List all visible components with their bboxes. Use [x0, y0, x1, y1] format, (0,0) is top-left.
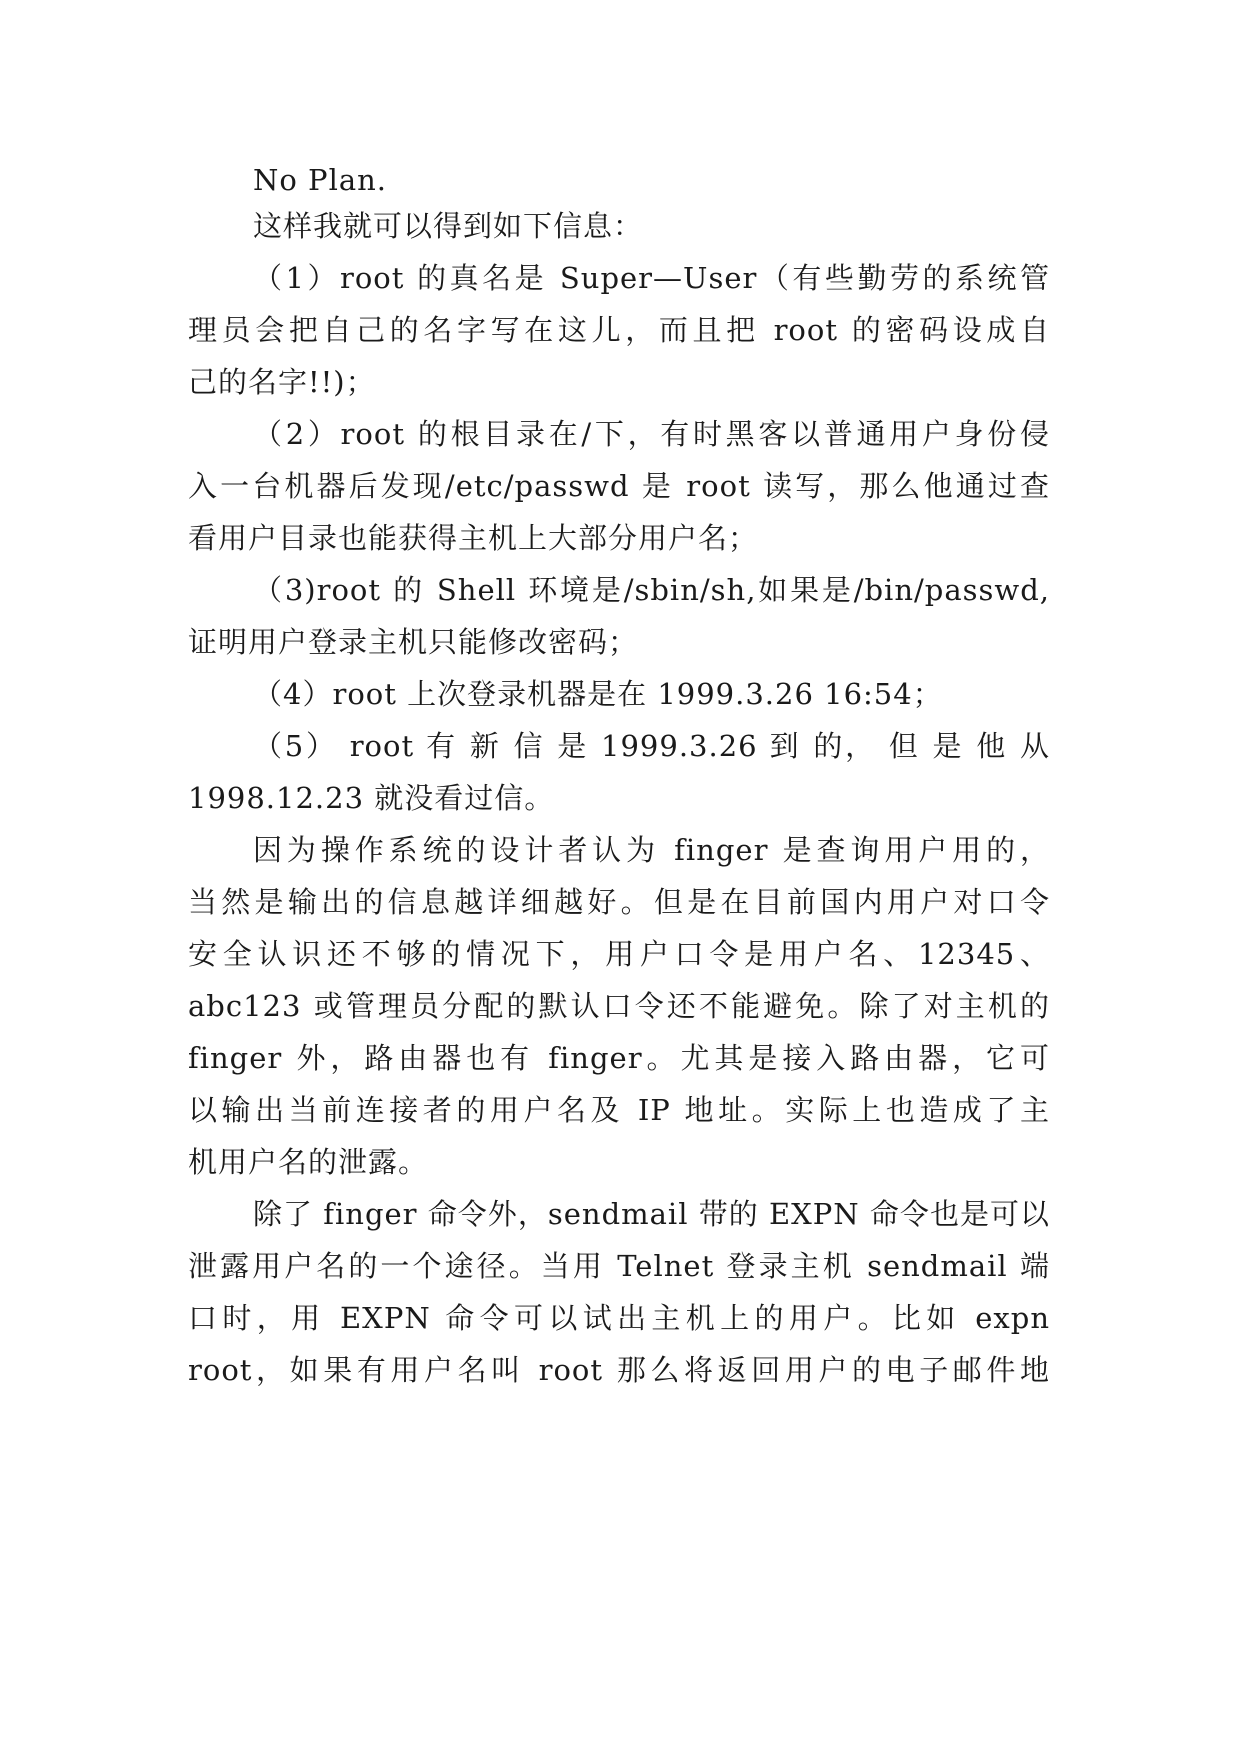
text-line: 以输出当前连接者的用户名及 IP 地址。实际上也造成了主: [188, 1093, 1050, 1127]
text-line: abc123 或管理员分配的默认口令还不能避免。除了对主机的: [188, 989, 1050, 1023]
text-line: 机用户名的泄露。: [188, 1145, 429, 1179]
text-line: 安全认识还不够的情况下，用户口令是用户名、12345、: [188, 937, 1050, 971]
text-line: root，如果有用户名叫 root 那么将返回用户的电子邮件地: [188, 1353, 1050, 1387]
text-line: 这样我就可以得到如下信息：: [253, 209, 644, 243]
text-line: 泄露用户名的一个途径。当用 Telnet 登录主机 sendmail 端: [188, 1249, 1050, 1283]
text-line: 1998.12.23 就没看过信。: [188, 781, 555, 815]
text-line: 己的名字!!)；: [188, 365, 376, 399]
text-line: No Plan.: [253, 163, 388, 197]
text-line: 当然是输出的信息越详细越好。但是在目前国内用户对口令: [188, 885, 1050, 919]
text-line: 除了 finger 命令外，sendmail 带的 EXPN 命令也是可以: [253, 1197, 1050, 1231]
text-line: （4）root 上次登录机器是在 1999.3.26 16:54；: [253, 677, 943, 711]
text-line: finger 外，路由器也有 finger。尤其是接入路由器，它可: [188, 1041, 1050, 1075]
text-line: （5） root 有 新 信 是 1999.3.26 到 的， 但 是 他 从: [253, 729, 1050, 763]
text-line: （3)root 的 Shell 环境是/sbin/sh,如果是/bin/passwd,: [253, 573, 1050, 607]
text-line: （2）root 的根目录在/下，有时黑客以普通用户身份侵: [253, 417, 1050, 451]
text-line: 因为操作系统的设计者认为 finger 是查询用户用的，: [253, 833, 1050, 867]
text-line: （1）root 的真名是 Super—User（有些勤劳的系统管: [253, 261, 1050, 295]
text-line: 证明用户登录主机只能修改密码；: [188, 625, 639, 659]
text-line: 入一台机器后发现/etc/passwd 是 root 读写，那么他通过查: [188, 469, 1050, 503]
text-line: 口时，用 EXPN 命令可以试出主机上的用户。比如 expn: [188, 1301, 1050, 1335]
text-line: 理员会把自己的名字写在这儿，而且把 root 的密码设成自: [188, 313, 1050, 347]
text-line: 看用户目录也能获得主机上大部分用户名；: [188, 521, 759, 555]
